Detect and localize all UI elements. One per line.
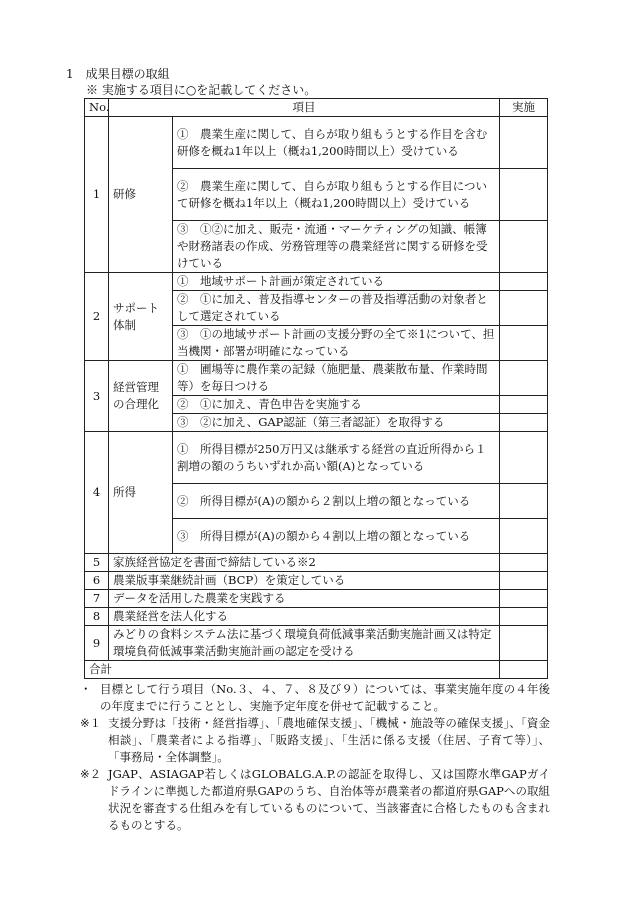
impl-cell[interactable] <box>500 626 548 661</box>
note-mark: ※２ <box>80 767 102 781</box>
impl-cell[interactable] <box>500 414 548 432</box>
row-number: 7 <box>85 590 109 608</box>
impl-cell[interactable] <box>500 273 548 291</box>
table-row <box>85 590 548 608</box>
table-row <box>85 554 548 572</box>
note-text: 目標として行う項目（No.３、４、７、８及び９）については、事業実施年度の４年後の年度までに行うこととし、実施予定年度を併せて記載すること。 <box>100 682 550 713</box>
row-item-text: ② 所得目標が(A)の額から２割以上増の額となっている <box>173 484 500 519</box>
row-category: サポート体制 <box>109 273 173 361</box>
row-item-text: ② 農業生産に関して、自らが取り組もうとする作目について研修を概ね1年以上（概ね1,200時間以上）受けている <box>173 169 500 221</box>
row-item-text: ② ①に加え、普及指導センターの普及指導活動の対象者として選定されている <box>173 291 500 326</box>
total-label: 合計 <box>85 661 500 679</box>
row-number: 5 <box>85 554 109 572</box>
impl-cell[interactable] <box>500 519 548 554</box>
table-row <box>85 361 548 396</box>
row-item-text: ① 圃場等に農作業の記録（施肥量、農薬散布量、作業時間等）を毎日つける <box>173 361 500 396</box>
impl-cell[interactable] <box>500 291 548 326</box>
total-cell[interactable] <box>500 661 548 679</box>
note-text: 支援分野は「技術・経営指導」、「農地確保支援」、「機械・施設等の確保支援」、「資金相談」、「農業者による指導」、「販路支援」、「生活に係る支援（住居、子育て等）」、「事務局・全体調整」。 <box>108 716 550 764</box>
table-row <box>85 117 548 169</box>
row-item-text: 農業経営を法人化する <box>109 608 500 626</box>
note-mark: ・ <box>80 682 92 696</box>
row-item-text: ② ①に加え、青色申告を実施する <box>173 396 500 414</box>
impl-cell[interactable] <box>500 432 548 484</box>
impl-cell[interactable] <box>500 572 548 590</box>
impl-cell[interactable] <box>500 326 548 361</box>
note-mark: ※１ <box>80 716 102 730</box>
row-number: 6 <box>85 572 109 590</box>
row-number: 4 <box>85 432 109 554</box>
note-2 <box>80 766 550 834</box>
row-item-text: ① 地域サポート計画が策定されている <box>173 273 500 291</box>
row-item-text: 農業版事業継続計画（BCP）を策定している <box>109 572 500 590</box>
row-item-text: みどりの食料システム法に基づく環境負荷低減事業活動実施計画又は特定環境負荷低減事業活動実施計画の認定を受ける <box>109 626 500 661</box>
impl-cell[interactable] <box>500 484 548 519</box>
impl-cell[interactable] <box>500 361 548 396</box>
row-category: 所得 <box>109 432 173 554</box>
total-row <box>85 661 548 679</box>
impl-cell[interactable] <box>500 590 548 608</box>
table-row <box>85 626 548 661</box>
row-item-text: ③ 所得目標が(A)の額から４割以上増の額となっている <box>173 519 500 554</box>
impl-cell[interactable] <box>500 554 548 572</box>
header-row <box>85 99 548 117</box>
row-number: 1 <box>85 117 109 273</box>
row-category: 研修 <box>109 117 173 273</box>
impl-cell[interactable] <box>500 608 548 626</box>
impl-cell[interactable] <box>500 221 548 273</box>
row-item-text: ① 農業生産に関して、自らが取り組もうとする作目を含む研修を概ね1年以上（概ね1,200時間以上）受けている <box>173 117 500 169</box>
impl-cell[interactable] <box>500 396 548 414</box>
impl-cell[interactable] <box>500 117 548 169</box>
note-text: JGAP、ASIAGAP若しくはGLOBALG.A.P.の認証を取得し、又は国際水準GAPガイドラインに準拠した都道府県GAPのうち、自治体等が農業者の都道府県GAPへの取組状況を審査する仕組みを有しているものについて、当該審査に合格したものも含まれるものとする。 <box>108 767 550 832</box>
row-item-text: ③ ②に加え、GAP認証（第三者認証）を取得する <box>173 414 500 432</box>
section-instruction: ※ 実施する項目に○を記載してください。 <box>86 83 317 97</box>
row-category: 経営管理の合理化 <box>109 361 173 432</box>
header-impl: 実施 <box>500 99 548 117</box>
note-general <box>80 681 550 715</box>
row-number: 3 <box>85 361 109 432</box>
row-item-text: データを活用した農業を実践する <box>109 590 500 608</box>
table-row <box>85 273 548 291</box>
row-number: 8 <box>85 608 109 626</box>
row-item-text: ③ ①の地域サポート計画の支援分野の全て※1について、担当機関・部署が明確になっている <box>173 326 500 361</box>
table-row <box>85 432 548 484</box>
row-item-text: ① 所得目標が250万円又は継承する経営の直近所得から１割増の額のうちいずれか高い額(A)となっている <box>173 432 500 484</box>
section-title: 1 成果目標の取組 <box>66 67 170 81</box>
row-number: 9 <box>85 626 109 661</box>
row-item-text: ③ ①②に加え、販売・流通・マーケティングの知識、帳簿や財務諸表の作成、労務管理等の農業経営に関する研修を受けている <box>173 221 500 273</box>
goals-table <box>84 98 548 679</box>
header-item: 項目 <box>109 99 500 117</box>
impl-cell[interactable] <box>500 169 548 221</box>
table-row <box>85 572 548 590</box>
row-item-text: 家族経営協定を書面で締結している※2 <box>109 554 500 572</box>
table-row <box>85 608 548 626</box>
header-no: No. <box>85 99 109 117</box>
row-number: 2 <box>85 273 109 361</box>
notes-section <box>80 681 550 834</box>
note-1 <box>80 715 550 766</box>
